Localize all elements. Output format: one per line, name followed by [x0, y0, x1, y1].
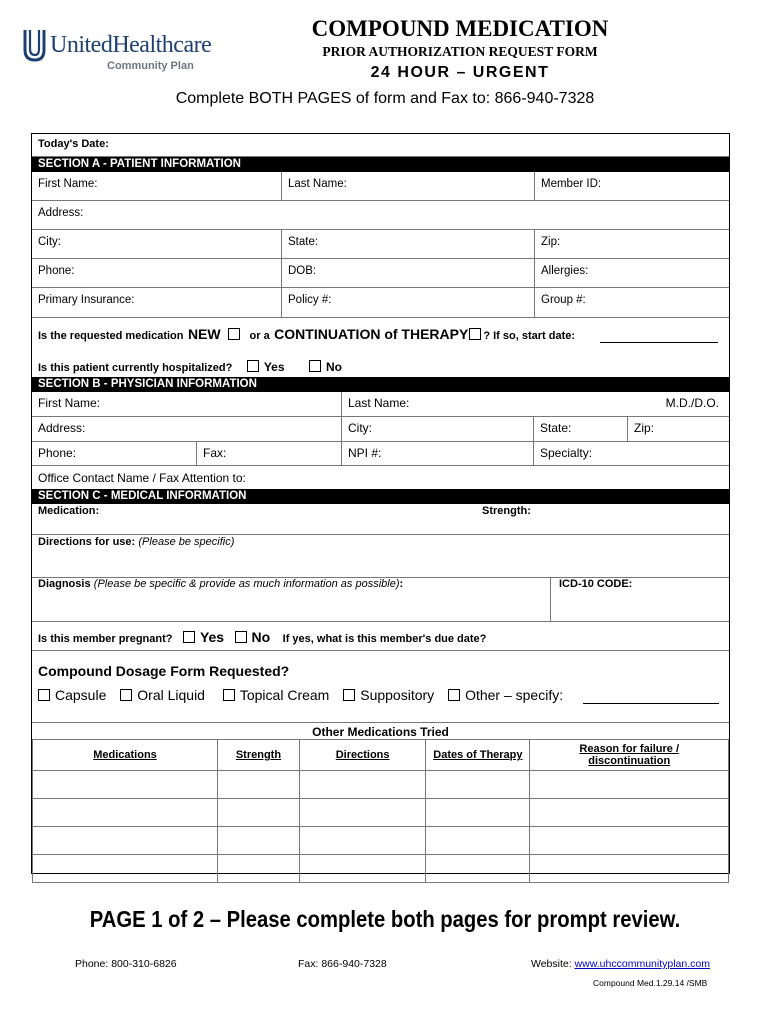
footer-phone: Phone: 800-310-6826 [75, 958, 177, 970]
physician-state-field[interactable] [533, 417, 627, 441]
new-checkbox[interactable] [228, 328, 240, 340]
patient-first-name-label: First Name: [38, 178, 98, 190]
table-cell[interactable] [33, 855, 218, 883]
policy-number-field[interactable] [281, 288, 534, 317]
table-row [33, 827, 729, 855]
capsule-checkbox[interactable] [38, 689, 50, 701]
directions-label: Directions for use: [38, 536, 136, 548]
dosage-options [38, 687, 728, 703]
table-cell[interactable] [426, 771, 530, 799]
physician-last-name-field[interactable] [341, 392, 729, 416]
pregnant-no-label: No [251, 629, 271, 645]
website-label: Website: [531, 958, 572, 970]
suppository-checkbox[interactable] [343, 689, 355, 701]
physician-phone-field[interactable] [32, 442, 196, 465]
physician-name-row [32, 392, 729, 417]
member-id-field[interactable] [534, 172, 729, 200]
physician-last-name-label: Last Name: [348, 396, 410, 410]
icd10-field[interactable] [550, 578, 729, 621]
dates-header: Dates of Therapy [426, 740, 530, 771]
todays-date-label: Today's Date: [38, 138, 109, 150]
member-id-label: Member ID: [541, 178, 602, 190]
physician-zip-field[interactable] [627, 417, 729, 441]
pregnant-yes-checkbox[interactable] [183, 631, 195, 643]
table-cell[interactable] [33, 799, 218, 827]
table-cell[interactable] [299, 799, 425, 827]
other-checkbox[interactable] [448, 689, 460, 701]
page-subtitle: PRIOR AUTHORIZATION REQUEST FORM [322, 44, 598, 59]
or-label: or a [249, 330, 270, 342]
pregnant-question [38, 629, 728, 647]
pregnant-no-checkbox[interactable] [235, 631, 247, 643]
start-date-label: ? If so, start date: [483, 330, 576, 342]
table-row [33, 799, 729, 827]
patient-state-field[interactable] [281, 230, 534, 258]
logo [22, 26, 222, 80]
logo-subtitle: Community Plan [107, 60, 194, 72]
section-c-header: SECTION C - MEDICAL INFORMATION [32, 489, 729, 504]
table-cell[interactable] [218, 799, 300, 827]
patient-zip-field[interactable] [534, 230, 729, 258]
directions-field[interactable] [32, 535, 729, 577]
patient-last-name-field[interactable] [281, 172, 534, 200]
physician-city-field[interactable] [341, 417, 533, 441]
policy-number-label: Policy #: [288, 294, 332, 306]
version-code: Compound Med.1.29.14 /SMB [593, 978, 708, 988]
medication-field[interactable] [32, 504, 729, 534]
patient-dob-field[interactable] [281, 259, 534, 287]
patient-address-field[interactable] [32, 201, 729, 229]
medication-label: Medication: [38, 505, 100, 517]
other-specify-label: Other – specify: [465, 687, 564, 703]
hospitalized-yes-checkbox[interactable] [247, 360, 259, 372]
other-specify-line[interactable] [583, 703, 719, 704]
office-contact-row [32, 466, 729, 489]
patient-first-name-field[interactable] [32, 172, 281, 200]
table-row [33, 771, 729, 799]
patient-phone-label: Phone: [38, 265, 75, 277]
patient-allergies-field[interactable] [534, 259, 729, 287]
patient-insurance-row [32, 288, 729, 318]
uhc-logo-icon [22, 28, 46, 62]
other-meds-title: Other Medications Tried [312, 725, 449, 739]
due-date-label: If yes, what is this member's due date? [282, 633, 487, 645]
physician-fax-label: Fax: [203, 446, 227, 460]
directions-header: Directions [299, 740, 425, 771]
todays-date-field[interactable] [32, 134, 729, 156]
patient-city-row [32, 230, 729, 259]
table-cell[interactable] [33, 827, 218, 855]
hospitalized-no-label: No [325, 360, 342, 374]
patient-address-row [32, 201, 729, 230]
table-cell[interactable] [33, 771, 218, 799]
patient-phone-field[interactable] [32, 259, 281, 287]
directions-note: (Please be specific) [138, 536, 235, 548]
table-cell[interactable] [299, 827, 425, 855]
physician-npi-field[interactable] [341, 442, 533, 465]
dosage-title: Compound Dosage Form Requested? [38, 663, 290, 679]
physician-fax-field[interactable] [196, 442, 341, 465]
patient-city-label: City: [38, 236, 61, 248]
patient-address-label: Address: [38, 207, 84, 219]
diagnosis-row [32, 578, 729, 622]
table-cell[interactable] [530, 799, 729, 827]
diagnosis-note: (Please be specific & provide as much information as possible) [93, 578, 400, 590]
pregnant-yes-label: Yes [199, 629, 225, 645]
strength-label: Strength: [482, 505, 531, 517]
footer-fax: Fax: 866-940-7328 [298, 958, 387, 970]
medication-row [32, 504, 729, 535]
logo-name: UnitedHealthcare [50, 32, 212, 58]
table-cell[interactable] [218, 771, 300, 799]
physician-address-label: Address: [38, 421, 86, 435]
page-title: COMPOUND MEDICATION [311, 16, 609, 41]
patient-phone-row [32, 259, 729, 288]
strength-header: Strength [218, 740, 300, 771]
topical-cream-label: Topical Cream [239, 687, 330, 703]
table-cell[interactable] [218, 855, 300, 883]
table-cell[interactable] [530, 855, 729, 883]
patient-dob-label: DOB: [288, 265, 317, 277]
group-number-field[interactable] [534, 288, 729, 317]
diagnosis-field[interactable] [32, 578, 550, 621]
start-date-line[interactable] [600, 342, 718, 343]
table-cell[interactable] [299, 855, 425, 883]
office-contact-field[interactable] [32, 466, 729, 489]
group-number-label: Group #: [541, 294, 586, 306]
page-note: PAGE 1 of 2 – Please complete both pages for prompt review. [89, 906, 681, 932]
patient-state-label: State: [288, 236, 319, 248]
patient-allergies-label: Allergies: [541, 265, 589, 277]
primary-insurance-field[interactable] [32, 288, 281, 317]
topical-cream-checkbox[interactable] [223, 689, 235, 701]
physician-address-field[interactable] [32, 417, 341, 441]
todays-date-row [32, 134, 729, 157]
authorization-form [31, 133, 730, 874]
table-cell[interactable] [426, 799, 530, 827]
new-question-prefix: Is the requested medication [38, 330, 184, 342]
section-b-header: SECTION B - PHYSICIAN INFORMATION [32, 377, 729, 392]
table-cell[interactable] [530, 827, 729, 855]
office-contact-label: Office Contact Name / Fax Attention to: [38, 471, 246, 485]
hospitalized-question [38, 358, 728, 376]
physician-city-label: City: [348, 421, 372, 435]
new-label: NEW [187, 326, 221, 342]
physician-state-label: State: [540, 421, 572, 435]
continuation-label: CONTINUATION of THERAPY [274, 326, 469, 342]
divider [32, 722, 729, 723]
table-header-row [33, 740, 729, 771]
pregnant-label: Is this member pregnant? [38, 633, 173, 645]
physician-first-name-field[interactable] [32, 392, 341, 416]
hospitalized-no-checkbox[interactable] [309, 360, 321, 372]
oral-liquid-label: Oral Liquid [137, 687, 205, 703]
patient-city-field[interactable] [32, 230, 281, 258]
oral-liquid-checkbox[interactable] [120, 689, 132, 701]
physician-specialty-field[interactable] [533, 442, 729, 465]
capsule-label: Capsule [55, 687, 107, 703]
physician-specialty-label: Specialty: [540, 446, 593, 460]
physician-first-name-label: First Name: [38, 396, 101, 410]
other-meds-table [32, 739, 729, 883]
physician-zip-label: Zip: [634, 421, 655, 435]
urgency-label: 24 HOUR – URGENT [370, 64, 550, 81]
footer-website [531, 958, 710, 970]
hospitalized-label: Is this patient currently hospitalized? [38, 362, 233, 374]
patient-last-name-label: Last Name: [288, 178, 347, 190]
medications-header: Medications [33, 740, 218, 771]
diagnosis-label: Diagnosis [38, 578, 91, 590]
reason-header: Reason for failure / discontinuation [530, 740, 729, 771]
diagnosis-colon: : [399, 578, 404, 590]
hospitalized-yes-label: Yes [263, 360, 285, 374]
md-do-label: M.D./D.O. [665, 396, 719, 410]
table-cell[interactable] [426, 827, 530, 855]
patient-name-row [32, 172, 729, 201]
table-cell[interactable] [299, 771, 425, 799]
physician-phone-row [32, 442, 729, 466]
primary-insurance-label: Primary Insurance: [38, 294, 135, 306]
table-cell[interactable] [218, 827, 300, 855]
physician-npi-label: NPI #: [348, 446, 382, 460]
table-row [33, 855, 729, 883]
website-link[interactable]: www.uhccommunityplan.com [574, 958, 710, 970]
physician-address-row [32, 417, 729, 442]
suppository-label: Suppository [360, 687, 435, 703]
divider [32, 650, 729, 651]
section-a-header: SECTION A - PATIENT INFORMATION [32, 157, 729, 172]
patient-zip-label: Zip: [541, 236, 561, 248]
fax-instructions: Complete BOTH PAGES of form and Fax to: 866-940-7328 [175, 90, 595, 107]
directions-row [32, 535, 729, 578]
icd10-label: ICD-10 CODE: [559, 578, 633, 590]
table-cell[interactable] [426, 855, 530, 883]
table-cell[interactable] [530, 771, 729, 799]
physician-phone-label: Phone: [38, 446, 77, 460]
continuation-checkbox[interactable] [469, 328, 481, 340]
